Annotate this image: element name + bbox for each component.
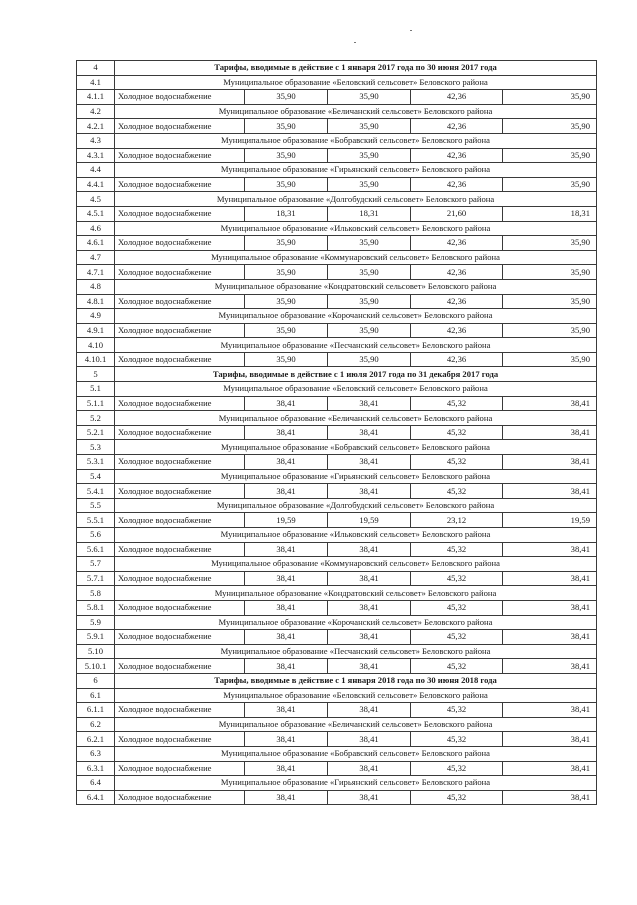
row-number: 4.5.1 bbox=[77, 206, 115, 221]
tariff-value: 38,41 bbox=[245, 790, 328, 805]
tariff-row bbox=[77, 206, 597, 221]
tariff-value: 35,90 bbox=[328, 236, 411, 251]
row-number: 6.1 bbox=[77, 688, 115, 703]
tariff-value: 38,41 bbox=[328, 790, 411, 805]
tariff-value: 38,41 bbox=[503, 396, 597, 411]
tariff-value: 38,41 bbox=[503, 455, 597, 470]
municipality-row bbox=[77, 615, 597, 630]
tariff-value: 38,41 bbox=[328, 732, 411, 747]
tariff-row bbox=[77, 630, 597, 645]
service-name: Холодное водоснабжение bbox=[115, 294, 245, 309]
tariff-row bbox=[77, 323, 597, 338]
municipality-row bbox=[77, 644, 597, 659]
tariff-value: 38,41 bbox=[328, 630, 411, 645]
row-number: 6.2 bbox=[77, 717, 115, 732]
row-number: 5.3 bbox=[77, 440, 115, 455]
municipality-name: Муниципальное образование «Долгобудский сельсовет» Беловского района bbox=[115, 192, 597, 207]
tariff-value: 45,32 bbox=[411, 542, 503, 557]
row-number: 5.9.1 bbox=[77, 630, 115, 645]
tariff-table-body bbox=[77, 61, 597, 805]
row-number: 6.2.1 bbox=[77, 732, 115, 747]
tariff-row bbox=[77, 352, 597, 367]
municipality-row bbox=[77, 557, 597, 572]
tariff-value: 38,41 bbox=[245, 396, 328, 411]
tariff-value: 38,41 bbox=[245, 542, 328, 557]
municipality-row bbox=[77, 469, 597, 484]
municipality-name: Муниципальное образование «Беличанский сельсовет» Беловского района bbox=[115, 411, 597, 426]
service-name: Холодное водоснабжение bbox=[115, 630, 245, 645]
row-number: 4.3.1 bbox=[77, 148, 115, 163]
service-name: Холодное водоснабжение bbox=[115, 177, 245, 192]
tariff-value: 42,36 bbox=[411, 265, 503, 280]
municipality-row bbox=[77, 192, 597, 207]
tariff-row bbox=[77, 425, 597, 440]
tariff-value: 45,32 bbox=[411, 790, 503, 805]
row-number: 5.6 bbox=[77, 528, 115, 543]
row-number: 6.3.1 bbox=[77, 761, 115, 776]
tariff-value: 42,36 bbox=[411, 236, 503, 251]
municipality-name: Муниципальное образование «Бобравский сельсовет» Беловского района bbox=[115, 133, 597, 148]
municipality-name: Муниципальное образование «Кондратовский сельсовет» Беловского района bbox=[115, 586, 597, 601]
municipality-name: Муниципальное образование «Гирьянский сельсовет» Беловского района bbox=[115, 469, 597, 484]
row-number: 6.3 bbox=[77, 746, 115, 761]
row-number: 4.1.1 bbox=[77, 90, 115, 105]
municipality-row bbox=[77, 586, 597, 601]
row-number: 5.4.1 bbox=[77, 484, 115, 499]
service-name: Холодное водоснабжение bbox=[115, 703, 245, 718]
municipality-name: Муниципальное образование «Корочанский сельсовет» Беловского района bbox=[115, 309, 597, 324]
tariff-row bbox=[77, 659, 597, 674]
tariff-value: 35,90 bbox=[245, 119, 328, 134]
scan-speck bbox=[410, 30, 412, 31]
tariff-value: 35,90 bbox=[503, 294, 597, 309]
row-number: 5.8.1 bbox=[77, 600, 115, 615]
tariff-value: 45,32 bbox=[411, 761, 503, 776]
tariff-value: 35,90 bbox=[245, 323, 328, 338]
row-number: 4.3 bbox=[77, 133, 115, 148]
service-name: Холодное водоснабжение bbox=[115, 148, 245, 163]
tariff-value: 35,90 bbox=[328, 90, 411, 105]
service-name: Холодное водоснабжение bbox=[115, 542, 245, 557]
tariff-value: 35,90 bbox=[503, 265, 597, 280]
tariff-row bbox=[77, 177, 597, 192]
row-number: 4 bbox=[77, 61, 115, 76]
tariff-value: 42,36 bbox=[411, 90, 503, 105]
service-name: Холодное водоснабжение bbox=[115, 571, 245, 586]
tariff-value: 35,90 bbox=[503, 148, 597, 163]
municipality-name: Муниципальное образование «Коммунаровский сельсовет» Беловского района bbox=[115, 557, 597, 572]
service-name: Холодное водоснабжение bbox=[115, 323, 245, 338]
municipality-name: Муниципальное образование «Беличанский сельсовет» Беловского района bbox=[115, 717, 597, 732]
tariff-row bbox=[77, 790, 597, 805]
service-name: Холодное водоснабжение bbox=[115, 425, 245, 440]
row-number: 4.1 bbox=[77, 75, 115, 90]
tariff-value: 38,41 bbox=[503, 761, 597, 776]
tariff-value: 45,32 bbox=[411, 732, 503, 747]
tariff-value: 35,90 bbox=[503, 352, 597, 367]
tariff-value: 35,90 bbox=[245, 148, 328, 163]
tariff-value: 35,90 bbox=[503, 177, 597, 192]
row-number: 4.9.1 bbox=[77, 323, 115, 338]
tariff-value: 35,90 bbox=[245, 294, 328, 309]
section-title-row bbox=[77, 673, 597, 688]
tariff-value: 45,32 bbox=[411, 600, 503, 615]
tariff-value: 42,36 bbox=[411, 148, 503, 163]
row-number: 4.7 bbox=[77, 250, 115, 265]
tariff-value: 35,90 bbox=[328, 265, 411, 280]
municipality-row bbox=[77, 717, 597, 732]
tariff-value: 38,41 bbox=[328, 396, 411, 411]
tariff-value: 42,36 bbox=[411, 119, 503, 134]
service-name: Холодное водоснабжение bbox=[115, 119, 245, 134]
tariff-value: 38,41 bbox=[328, 425, 411, 440]
row-number: 4.5 bbox=[77, 192, 115, 207]
tariff-row bbox=[77, 513, 597, 528]
municipality-name: Муниципальное образование «Гирьянский сельсовет» Беловского района bbox=[115, 163, 597, 178]
row-number: 5.5 bbox=[77, 498, 115, 513]
tariff-value: 38,41 bbox=[503, 790, 597, 805]
tariff-value: 19,59 bbox=[328, 513, 411, 528]
tariff-row bbox=[77, 600, 597, 615]
tariff-value: 35,90 bbox=[245, 236, 328, 251]
row-number: 4.8.1 bbox=[77, 294, 115, 309]
service-name: Холодное водоснабжение bbox=[115, 352, 245, 367]
section-title-row bbox=[77, 367, 597, 382]
row-number: 5.7.1 bbox=[77, 571, 115, 586]
municipality-row bbox=[77, 338, 597, 353]
tariff-value: 38,41 bbox=[245, 761, 328, 776]
tariff-value: 38,41 bbox=[328, 703, 411, 718]
row-number: 5.2 bbox=[77, 411, 115, 426]
tariff-value: 38,41 bbox=[328, 659, 411, 674]
municipality-name: Муниципальное образование «Коммунаровский сельсовет» Беловского района bbox=[115, 250, 597, 265]
tariff-value: 35,90 bbox=[503, 236, 597, 251]
tariff-value: 38,41 bbox=[503, 703, 597, 718]
tariff-row bbox=[77, 265, 597, 280]
document-page bbox=[76, 60, 596, 805]
tariff-row bbox=[77, 90, 597, 105]
service-name: Холодное водоснабжение bbox=[115, 484, 245, 499]
service-name: Холодное водоснабжение bbox=[115, 790, 245, 805]
row-number: 5.7 bbox=[77, 557, 115, 572]
row-number: 6.1.1 bbox=[77, 703, 115, 718]
tariff-value: 35,90 bbox=[245, 352, 328, 367]
row-number: 5.10.1 bbox=[77, 659, 115, 674]
tariff-value: 45,32 bbox=[411, 659, 503, 674]
municipality-row bbox=[77, 221, 597, 236]
tariff-value: 38,41 bbox=[245, 571, 328, 586]
service-name: Холодное водоснабжение bbox=[115, 396, 245, 411]
tariff-value: 38,41 bbox=[245, 732, 328, 747]
tariff-value: 45,32 bbox=[411, 455, 503, 470]
service-name: Холодное водоснабжение bbox=[115, 761, 245, 776]
scan-speck bbox=[354, 42, 356, 43]
municipality-name: Муниципальное образование «Песчанский сельсовет» Беловского района bbox=[115, 644, 597, 659]
row-number: 4.9 bbox=[77, 309, 115, 324]
municipality-row bbox=[77, 309, 597, 324]
tariff-row bbox=[77, 294, 597, 309]
municipality-row bbox=[77, 104, 597, 119]
tariff-value: 35,90 bbox=[328, 352, 411, 367]
row-number: 4.4 bbox=[77, 163, 115, 178]
tariff-row bbox=[77, 703, 597, 718]
tariff-row bbox=[77, 148, 597, 163]
tariff-value: 42,36 bbox=[411, 323, 503, 338]
tariff-value: 45,32 bbox=[411, 630, 503, 645]
municipality-row bbox=[77, 163, 597, 178]
tariff-value: 38,41 bbox=[245, 630, 328, 645]
tariff-value: 35,90 bbox=[328, 148, 411, 163]
row-number: 4.8 bbox=[77, 279, 115, 294]
tariff-value: 42,36 bbox=[411, 177, 503, 192]
tariff-row bbox=[77, 484, 597, 499]
tariff-value: 38,41 bbox=[503, 542, 597, 557]
municipality-name: Муниципальное образование «Беловский сельсовет» Беловского района bbox=[115, 382, 597, 397]
tariff-value: 35,90 bbox=[245, 177, 328, 192]
tariff-value: 38,41 bbox=[328, 484, 411, 499]
tariff-value: 18,31 bbox=[503, 206, 597, 221]
row-number: 4.2 bbox=[77, 104, 115, 119]
municipality-name: Муниципальное образование «Беловский сельсовет» Беловского района bbox=[115, 75, 597, 90]
row-number: 5 bbox=[77, 367, 115, 382]
tariff-value: 38,41 bbox=[328, 600, 411, 615]
tariff-value: 38,41 bbox=[245, 703, 328, 718]
tariff-value: 45,32 bbox=[411, 703, 503, 718]
tariff-value: 38,41 bbox=[245, 484, 328, 499]
tariff-value: 35,90 bbox=[328, 177, 411, 192]
row-number: 6 bbox=[77, 673, 115, 688]
service-name: Холодное водоснабжение bbox=[115, 206, 245, 221]
row-number: 4.4.1 bbox=[77, 177, 115, 192]
tariff-value: 35,90 bbox=[328, 323, 411, 338]
row-number: 5.4 bbox=[77, 469, 115, 484]
tariff-row bbox=[77, 396, 597, 411]
row-number: 6.4 bbox=[77, 776, 115, 791]
service-name: Холодное водоснабжение bbox=[115, 513, 245, 528]
municipality-name: Муниципальное образование «Беловский сельсовет» Беловского района bbox=[115, 688, 597, 703]
tariff-value: 18,31 bbox=[245, 206, 328, 221]
tariff-row bbox=[77, 761, 597, 776]
municipality-row bbox=[77, 382, 597, 397]
tariff-value: 19,59 bbox=[245, 513, 328, 528]
municipality-name: Муниципальное образование «Ильковский сельсовет» Беловского района bbox=[115, 528, 597, 543]
section-title: Тарифы, вводимые в действие с 1 июля 2017 года по 31 декабря 2017 года bbox=[115, 367, 597, 382]
municipality-row bbox=[77, 776, 597, 791]
municipality-row bbox=[77, 250, 597, 265]
service-name: Холодное водоснабжение bbox=[115, 265, 245, 280]
row-number: 5.2.1 bbox=[77, 425, 115, 440]
row-number: 5.10 bbox=[77, 644, 115, 659]
tariff-value: 38,41 bbox=[245, 659, 328, 674]
municipality-name: Муниципальное образование «Гирьянский сельсовет» Беловского района bbox=[115, 776, 597, 791]
row-number: 4.7.1 bbox=[77, 265, 115, 280]
row-number: 4.10 bbox=[77, 338, 115, 353]
tariff-table bbox=[76, 60, 597, 805]
section-title: Тарифы, вводимые в действие с 1 января 2018 года по 30 июня 2018 года bbox=[115, 673, 597, 688]
municipality-name: Муниципальное образование «Долгобудский сельсовет» Беловского района bbox=[115, 498, 597, 513]
municipality-name: Муниципальное образование «Кондратовский сельсовет» Беловского района bbox=[115, 279, 597, 294]
municipality-name: Муниципальное образование «Бобравский сельсовет» Беловского района bbox=[115, 746, 597, 761]
tariff-value: 45,32 bbox=[411, 484, 503, 499]
tariff-value: 35,90 bbox=[328, 119, 411, 134]
tariff-value: 38,41 bbox=[503, 732, 597, 747]
row-number: 5.1.1 bbox=[77, 396, 115, 411]
row-number: 5.3.1 bbox=[77, 455, 115, 470]
service-name: Холодное водоснабжение bbox=[115, 659, 245, 674]
tariff-value: 35,90 bbox=[245, 265, 328, 280]
row-number: 4.6.1 bbox=[77, 236, 115, 251]
row-number: 5.6.1 bbox=[77, 542, 115, 557]
tariff-value: 45,32 bbox=[411, 425, 503, 440]
municipality-row bbox=[77, 411, 597, 426]
tariff-value: 38,41 bbox=[328, 761, 411, 776]
municipality-row bbox=[77, 528, 597, 543]
tariff-row bbox=[77, 119, 597, 134]
service-name: Холодное водоснабжение bbox=[115, 732, 245, 747]
tariff-value: 38,41 bbox=[503, 659, 597, 674]
row-number: 5.5.1 bbox=[77, 513, 115, 528]
tariff-value: 38,41 bbox=[245, 425, 328, 440]
tariff-value: 38,41 bbox=[503, 571, 597, 586]
row-number: 5.8 bbox=[77, 586, 115, 601]
municipality-row bbox=[77, 75, 597, 90]
municipality-row bbox=[77, 133, 597, 148]
tariff-value: 23,12 bbox=[411, 513, 503, 528]
municipality-row bbox=[77, 440, 597, 455]
tariff-value: 42,36 bbox=[411, 352, 503, 367]
row-number: 5.9 bbox=[77, 615, 115, 630]
service-name: Холодное водоснабжение bbox=[115, 455, 245, 470]
municipality-name: Муниципальное образование «Беличанский сельсовет» Беловского района bbox=[115, 104, 597, 119]
tariff-value: 35,90 bbox=[245, 90, 328, 105]
tariff-value: 38,41 bbox=[503, 484, 597, 499]
section-title-row bbox=[77, 61, 597, 76]
tariff-value: 45,32 bbox=[411, 571, 503, 586]
tariff-value: 19,59 bbox=[503, 513, 597, 528]
row-number: 4.2.1 bbox=[77, 119, 115, 134]
row-number: 5.1 bbox=[77, 382, 115, 397]
municipality-name: Муниципальное образование «Песчанский сельсовет» Беловского района bbox=[115, 338, 597, 353]
service-name: Холодное водоснабжение bbox=[115, 236, 245, 251]
municipality-name: Муниципальное образование «Ильковский сельсовет» Беловского района bbox=[115, 221, 597, 236]
tariff-value: 38,41 bbox=[503, 600, 597, 615]
tariff-value: 38,41 bbox=[328, 571, 411, 586]
tariff-row bbox=[77, 571, 597, 586]
municipality-row bbox=[77, 279, 597, 294]
municipality-name: Муниципальное образование «Корочанский сельсовет» Беловского района bbox=[115, 615, 597, 630]
tariff-row bbox=[77, 236, 597, 251]
tariff-row bbox=[77, 732, 597, 747]
section-title: Тарифы, вводимые в действие с 1 января 2017 года по 30 июня 2017 года bbox=[115, 61, 597, 76]
tariff-value: 35,90 bbox=[503, 90, 597, 105]
tariff-value: 38,41 bbox=[503, 425, 597, 440]
service-name: Холодное водоснабжение bbox=[115, 90, 245, 105]
tariff-value: 35,90 bbox=[503, 119, 597, 134]
tariff-row bbox=[77, 542, 597, 557]
tariff-value: 35,90 bbox=[328, 294, 411, 309]
row-number: 4.6 bbox=[77, 221, 115, 236]
tariff-value: 38,41 bbox=[328, 542, 411, 557]
tariff-value: 38,41 bbox=[245, 600, 328, 615]
municipality-row bbox=[77, 498, 597, 513]
row-number: 6.4.1 bbox=[77, 790, 115, 805]
tariff-value: 38,41 bbox=[328, 455, 411, 470]
tariff-value: 38,41 bbox=[503, 630, 597, 645]
tariff-value: 21,60 bbox=[411, 206, 503, 221]
municipality-name: Муниципальное образование «Бобравский сельсовет» Беловского района bbox=[115, 440, 597, 455]
municipality-row bbox=[77, 688, 597, 703]
row-number: 4.10.1 bbox=[77, 352, 115, 367]
tariff-value: 18,31 bbox=[328, 206, 411, 221]
municipality-row bbox=[77, 746, 597, 761]
service-name: Холодное водоснабжение bbox=[115, 600, 245, 615]
tariff-value: 35,90 bbox=[503, 323, 597, 338]
tariff-row bbox=[77, 455, 597, 470]
tariff-value: 42,36 bbox=[411, 294, 503, 309]
tariff-value: 38,41 bbox=[245, 455, 328, 470]
tariff-value: 45,32 bbox=[411, 396, 503, 411]
